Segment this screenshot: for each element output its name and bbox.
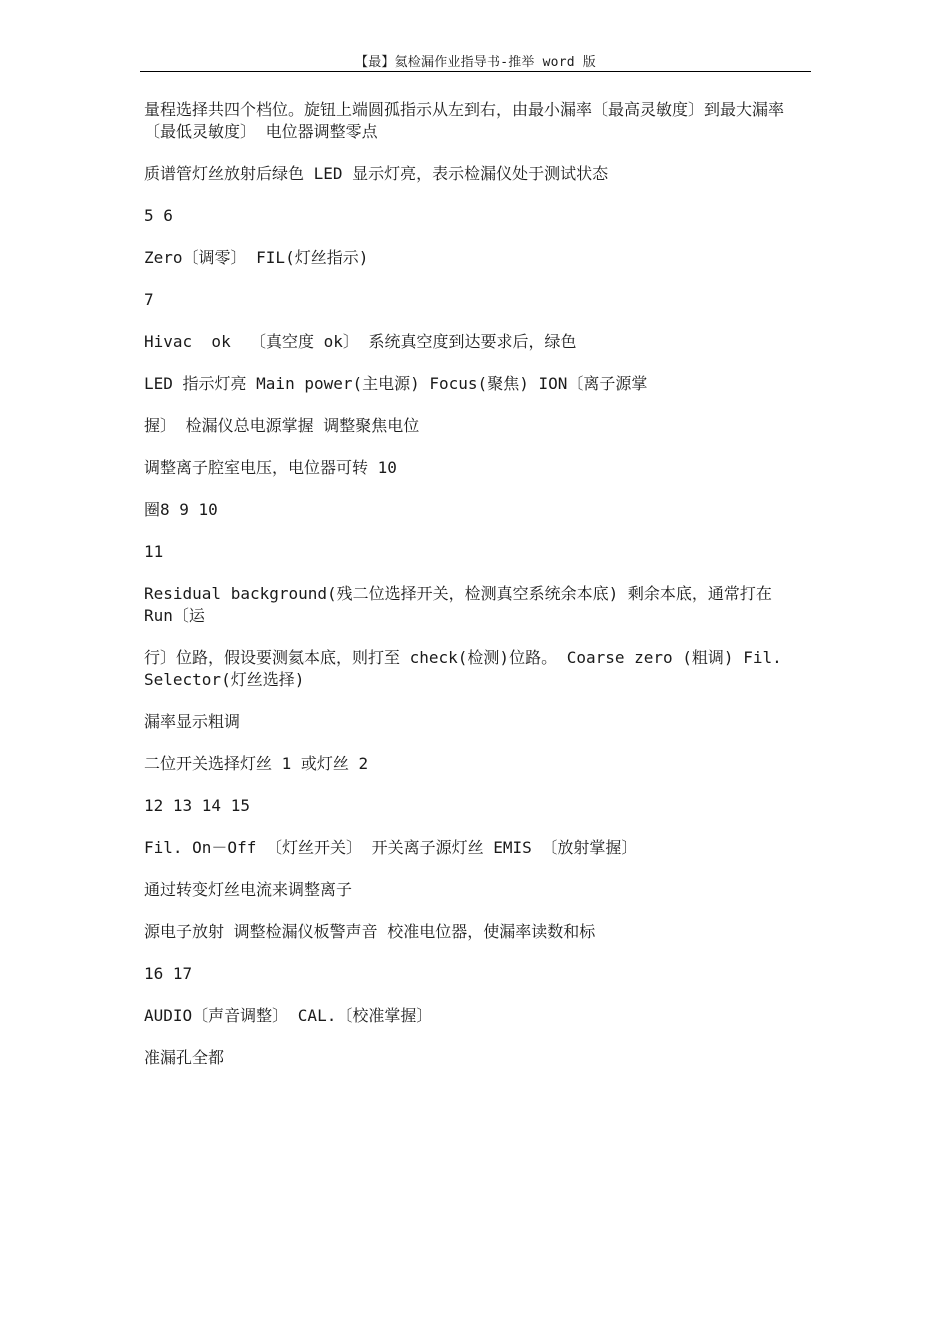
paragraph-zero-fil: Zero〔调零〕 FIL(灯丝指示) bbox=[144, 248, 369, 267]
paragraph-item-numbers: 16 17 bbox=[144, 964, 193, 983]
paragraph-item-number: 11 bbox=[144, 542, 164, 561]
paragraph-residual-background: Residual background(残二位选择开关，检测真空系统余本底) 剩余本底，通常打在 Run〔运 bbox=[144, 584, 782, 625]
header-divider bbox=[140, 71, 811, 72]
paragraph-ion-voltage: 调整离子腔室电压，电位器可转 10 bbox=[144, 458, 397, 477]
paragraph-audio-cal: AUDIO〔声音调整〕 CAL.〔校准掌握〕 bbox=[144, 1006, 433, 1025]
paragraph-led-status: 质谱管灯丝放射后绿色 LED 显示灯亮，表示检漏仪处于测试状态 bbox=[144, 164, 609, 183]
paragraph-emission-current: 通过转变灯丝电流来调整离子 bbox=[144, 880, 353, 899]
paragraph-turns: 圈8 9 10 bbox=[144, 500, 218, 519]
paragraph-fil-on-off: Fil. On－Off 〔灯丝开关〕 开关离子源灯丝 EMIS 〔放射掌握〕 bbox=[144, 838, 638, 857]
paragraph-hivac: Hivac ok 〔真空度 ok〕 系统真空度到达要求后，绿色 bbox=[144, 332, 577, 351]
page-header: 【最】氦检漏作业指导书-推举 word 版 bbox=[355, 55, 596, 70]
paragraph-main-power: LED 指示灯亮 Main power(主电源) Focus(聚焦) ION〔离子源掌 bbox=[144, 374, 648, 393]
paragraph-check-position: 行〕位路，假设要测氦本底，则打至 check(检测)位路。 Coarse zero (粗调) Fil. Selector(灯丝选择) bbox=[144, 648, 792, 689]
paragraph-coarse-zero: 漏率显示粗调 bbox=[144, 712, 241, 731]
paragraph-standard-leak: 准漏孔全都 bbox=[144, 1048, 225, 1067]
paragraph-range-selection: 量程选择共四个档位。旋钮上端圆孤指示从左到右，由最小漏率〔最高灵敏度〕到最大漏率〔最低灵敏度〕 电位器调整零点 bbox=[144, 100, 785, 141]
paragraph-power-control: 握〕 检漏仪总电源掌握 调整聚焦电位 bbox=[144, 416, 420, 435]
paragraph-item-numbers: 12 13 14 15 bbox=[144, 796, 250, 815]
paragraph-item-numbers: 5 6 bbox=[144, 206, 173, 225]
paragraph-item-number: 7 bbox=[144, 290, 154, 309]
paragraph-filament-select: 二位开关选择灯丝 1 或灯丝 2 bbox=[144, 754, 369, 773]
paragraph-audio-calibration: 源电子放射 调整检漏仪板警声音 校准电位器，使漏率读数和标 bbox=[144, 922, 596, 941]
